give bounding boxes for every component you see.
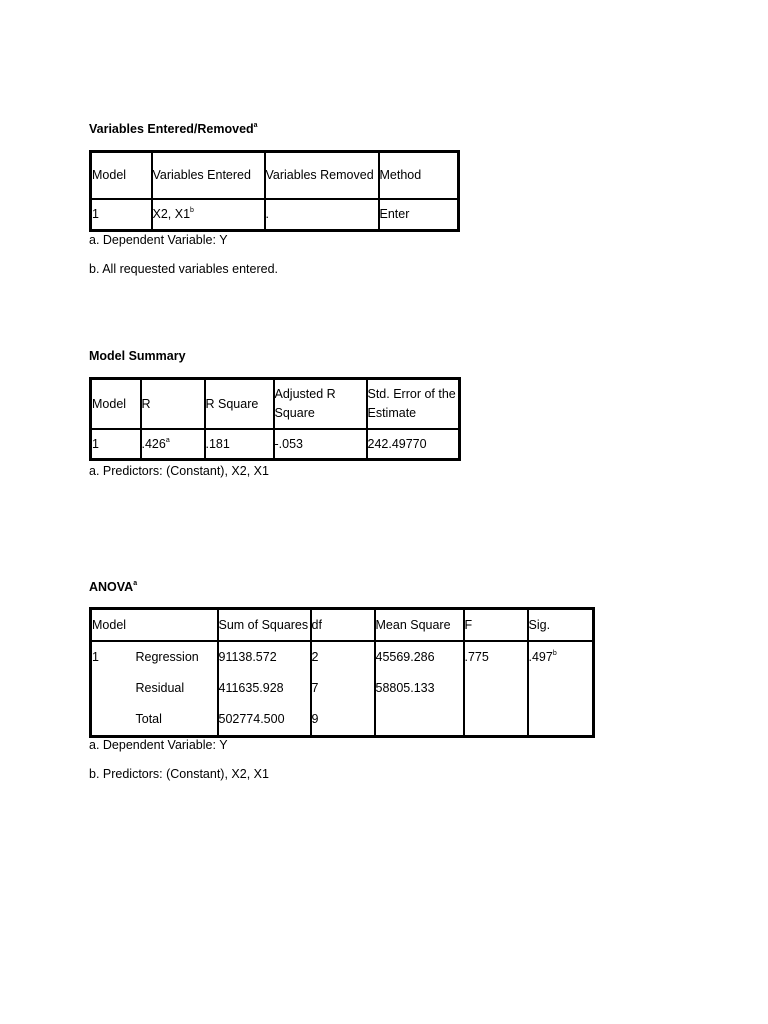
header-cell: R Square bbox=[205, 379, 274, 430]
r-cell: .426$^a$ bbox=[141, 429, 205, 460]
table-header-row bbox=[91, 609, 594, 642]
footnote: a. Dependent Variable: Y bbox=[89, 738, 228, 752]
table-row bbox=[91, 429, 460, 460]
r-square-cell: .181 bbox=[205, 429, 274, 460]
model-cell-blank bbox=[91, 673, 136, 704]
footnote-marker: a bbox=[133, 580, 138, 587]
df-cell: 2 bbox=[311, 641, 375, 673]
footnote: b. All requested variables entered. bbox=[89, 262, 279, 276]
variables-removed-cell: . bbox=[265, 199, 379, 231]
sig-cell bbox=[528, 673, 594, 704]
header-cell: Method bbox=[379, 152, 459, 200]
sum-of-squares-cell: 91138.572 bbox=[218, 641, 311, 673]
table-header-row bbox=[91, 379, 460, 430]
mean-square-cell bbox=[375, 704, 464, 737]
footnote-marker: b bbox=[190, 207, 194, 214]
variables-entered-removed-table-wrap bbox=[89, 150, 460, 232]
header-cell-blank bbox=[136, 609, 218, 642]
table-row bbox=[91, 199, 459, 231]
header-cell: Model bbox=[91, 152, 152, 200]
footnote: b. Predictors: (Constant), X2, X1 bbox=[89, 767, 269, 781]
std-error-cell: 242.49770 bbox=[367, 429, 460, 460]
mean-square-cell: 45569.286 bbox=[375, 641, 464, 673]
table-row bbox=[91, 641, 594, 673]
model-cell-blank bbox=[91, 704, 136, 737]
method-cell: Enter bbox=[379, 199, 459, 231]
anova-table-wrap bbox=[89, 607, 595, 738]
footnote-marker: a bbox=[165, 436, 170, 444]
anova-title: ANOVA$^a$ bbox=[89, 580, 138, 594]
footnote-marker: a bbox=[253, 122, 258, 129]
source-cell: Residual bbox=[136, 673, 218, 704]
table-row bbox=[91, 673, 594, 704]
variables-entered-removed-table bbox=[89, 150, 460, 232]
variables-entered-cell: X2, X1$^b$ bbox=[152, 199, 265, 231]
df-cell: 7 bbox=[311, 673, 375, 704]
model-cell: 1 bbox=[91, 199, 152, 231]
sig-cell: .497$^b$ bbox=[528, 641, 594, 673]
df-cell: 9 bbox=[311, 704, 375, 737]
mean-square-cell: 58805.133 bbox=[375, 673, 464, 704]
header-cell: Variables Entered bbox=[152, 152, 265, 200]
f-cell bbox=[464, 704, 528, 737]
header-cell: Mean Square bbox=[375, 609, 464, 642]
f-cell bbox=[464, 673, 528, 704]
table-row bbox=[91, 704, 594, 737]
footnote-marker: b bbox=[552, 650, 557, 657]
sum-of-squares-cell: 502774.500 bbox=[218, 704, 311, 737]
variables-entered-removed-title: Variables Entered/Removed$^a$ bbox=[89, 122, 258, 136]
source-cell: Total bbox=[136, 704, 218, 737]
adjusted-r-square-cell: -.053 bbox=[274, 429, 367, 460]
model-summary-title: Model Summary bbox=[89, 349, 186, 363]
header-cell: Model bbox=[91, 379, 141, 430]
footnote: a. Dependent Variable: Y bbox=[89, 233, 228, 247]
header-cell: Variables Removed bbox=[265, 152, 379, 200]
header-cell: Std. Error of the Estimate bbox=[367, 379, 460, 430]
sum-of-squares-cell: 411635.928 bbox=[218, 673, 311, 704]
footnote: a. Predictors: (Constant), X2, X1 bbox=[89, 464, 269, 478]
source-cell: Regression bbox=[136, 641, 218, 673]
table-header-row bbox=[91, 152, 459, 200]
header-cell: F bbox=[464, 609, 528, 642]
header-cell: df bbox=[311, 609, 375, 642]
model-summary-table-wrap bbox=[89, 377, 461, 461]
model-cell: 1 bbox=[91, 429, 141, 460]
sig-cell bbox=[528, 704, 594, 737]
f-cell: .775 bbox=[464, 641, 528, 673]
header-cell: Sum of Squares bbox=[218, 609, 311, 642]
header-cell: Adjusted R Square bbox=[274, 379, 367, 430]
header-cell: Sig. bbox=[528, 609, 594, 642]
header-cell: Model bbox=[91, 609, 136, 642]
model-cell: 1 bbox=[91, 641, 136, 673]
anova-table bbox=[89, 607, 595, 738]
model-summary-table bbox=[89, 377, 461, 461]
header-cell: R bbox=[141, 379, 205, 430]
